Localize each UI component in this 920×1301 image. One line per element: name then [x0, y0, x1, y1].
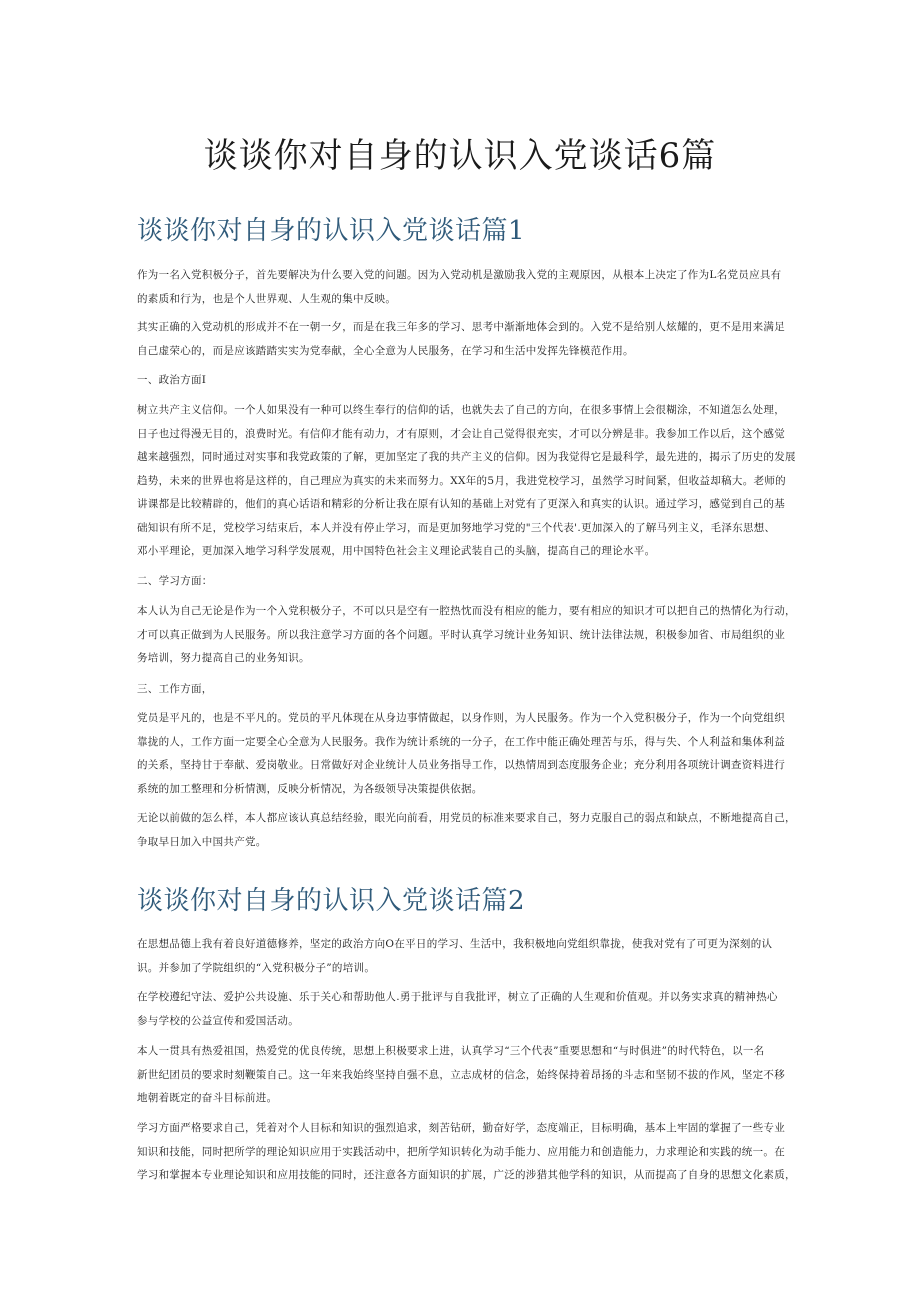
text-line: 争取早日加入中国共产党。 — [137, 835, 267, 848]
text-line: 三、工作方面， — [137, 683, 213, 695]
s2-paragraph-3 — [137, 1040, 785, 1111]
text-line: 本人认为自己无论是作为一个入党积极分子，不可以只是空有一腔热忱而没有相应的能力，要有相应的知识才可以把自己的热情化为行动， — [137, 605, 796, 617]
text-line: 树立共产主义信仰。一个人如果没有一种可以终生奉行的信仰的话，也就失去了自己的方向，在很多事情上会很糊涂，不知道怎么处理， — [137, 404, 785, 416]
text-line: 作为一名入党积极分子，首先要解决为什么要入党的问题。因为入党动机是激励我入党的主观原因，从根本上决定了作为L名党员应具有 — [137, 269, 782, 281]
text-line: 知识和技能，同时把所学的理论知识应用于实践活动中，把所学知识转化为动手能力、应用能力和创造能力，力求理论和实践的统一。在 — [137, 1145, 785, 1158]
text-line: 靠拢的人，工作方面一定要全心全意为人民服务。我作为统计系统的一分子，在工作中能正确处理苦与乐，得与失、个人利益和集体利益 — [137, 735, 785, 748]
s1-subheading-politics — [137, 369, 785, 393]
text-line: 学习方面严格要求自己，凭着对个人目标和知识的强烈追求，刻苦钻研，勤奋好学，态度端正，目标明确，基本上牢固的掌握了一些专业 — [137, 1122, 785, 1134]
s1-subheading-work — [137, 678, 785, 702]
text-line: 新世纪团员的要求时刻鞭策自己。这一年来我始终坚持自强不息，立志成材的信念，始终保持着昂扬的斗志和坚韧不拔的作风，坚定不移 — [137, 1068, 785, 1081]
s2-paragraph-4 — [137, 1117, 796, 1188]
s1-paragraph-6 — [137, 807, 796, 854]
s1-subheading-study — [137, 570, 785, 594]
text-line: 本人一贯具有热爱祖国，热爱党的优良传统，思想上积极要求上进，认真学习“三个代表”重要思想和“与时俱进”的时代特色，以一名 — [137, 1045, 765, 1057]
s2-paragraph-2 — [137, 986, 785, 1033]
s1-paragraph-3 — [137, 399, 796, 564]
text-line: 识。并参加了学院组织的“入党积极分子”的培训。 — [137, 961, 376, 974]
text-line: 自己虚荣心的，而是应该踏踏实实为党奉献，全心全意为人民服务，在学习和生活中发挥先锋模范作用。 — [137, 344, 634, 357]
text-line: 一、政治方面I — [137, 374, 207, 386]
text-line: 在学校遵纪守法、爱护公共设施、乐于关心和帮助他人.勇于批评与自我批评，树立了正确的人生观和价值观。并以务实求真的精神热心 — [137, 991, 778, 1003]
section-2-heading: 谈谈你对自身的认识入党谈话篇2 — [137, 886, 526, 916]
text-line: 的关系，坚持甘于奉献、爱岗敬业。日常做好对企业统计人员业务指导工作，以热情周到态度服务企业；充分利用各项统计调查资料进行 — [137, 759, 785, 771]
section-1-heading: 谈谈你对自身的认识入党谈话篇1 — [137, 216, 526, 246]
text-line: 其实正确的入党动机的形成并不在一朝一夕，而是在我三年多的学习、思考中渐渐地体会到的。入党不是给别人炫耀的，更不是用来满足 — [137, 321, 785, 333]
s1-paragraph-2 — [137, 316, 785, 363]
s2-paragraph-1 — [137, 933, 785, 980]
text-line: 础知识有所不足，党校学习结束后，本人并没有停止学习，而是更加努地学习党的"三个代表'.更加深入的了解马列主义，毛泽东思想、 — [137, 521, 776, 534]
s1-paragraph-1 — [137, 264, 785, 311]
text-line: 系统的加工整理和分析情测，反映分析情况，为各级领导决策提供依据。 — [137, 782, 483, 795]
text-line: 二、学习方面： — [137, 575, 213, 587]
text-line: 学习和掌握本专业理论知识和应用技能的同时，还注意各方面知识的扩展，广泛的涉猎其他学科的知识，从而提高了自身的思想文化素质， — [137, 1169, 796, 1181]
text-line: 讲课都是比较精辟的，他们的真心话语和精彩的分析让我在原有认知的基础上对党有了更深入和真实的认识。通过学习，感觉到自己的基 — [137, 498, 785, 510]
s1-paragraph-5 — [137, 707, 785, 801]
text-line: 越来越强烈，同时通过对实事和我党政策的了解，更加坚定了我的共产主义的信仰。因为我觉得它是最科学，最先进的，揭示了历史的发展 — [137, 451, 796, 463]
text-line: 日子也过得漫无目的，浪费时光。有信仰才能有动力，才有原则，才会让自己觉得很充实，才可以分辨是非。我参加工作以后，这个感觉 — [137, 427, 785, 440]
text-line: 务培训，努力提高自己的业务知识。 — [137, 652, 310, 664]
text-line: 在思想品德上我有着良好道德修养，坚定的政治方向O在平日的学习、生活中，我积极地向党组织靠拢，使我对党有了可更为深刻的认 — [137, 938, 773, 950]
text-line: 邓小平理论，更加深入地学习科学发展观，用中国特色社会主义理论武装自己的头脑，提高自己的理论水平。 — [137, 545, 656, 557]
text-line: 地朝着既定的奋斗目标前进。 — [137, 1092, 278, 1104]
text-line: 才可以真正做到为人民服务。所以我注意学习方面的各个问题。平时认真学习统计业务知识、统计法律法规，积极参加省、市局组织的业 — [137, 628, 785, 641]
text-line: 党员是平凡的，也是不平凡的。党员的平凡体现在从身边事情做起，以身作则，为人民服务。作为一个入党积极分子，作为一个向党组织 — [137, 712, 785, 724]
text-line: 无论以前做的怎么样，本人都应该认真总结经验，眼光向前看，用党员的标准来要求自己，努力克服自己的弱点和缺点，不断地提高自己， — [137, 812, 796, 824]
text-line: 参与学校的公益宣传和爱国活动。 — [137, 1014, 299, 1027]
text-line: 的素质和行为，也是个人世界观、人生观的集中反映。 — [137, 292, 397, 305]
text-line: 趋势，未来的世界也将是这样的，自己理应为真实的未来而努力。XX年的5月，我进党校学习，虽然学习时间紧，但收益却稿大。老师的 — [137, 474, 786, 487]
document-title: 谈谈你对自身的认识入党谈话6篇 — [203, 136, 717, 176]
s1-paragraph-4 — [137, 600, 796, 671]
